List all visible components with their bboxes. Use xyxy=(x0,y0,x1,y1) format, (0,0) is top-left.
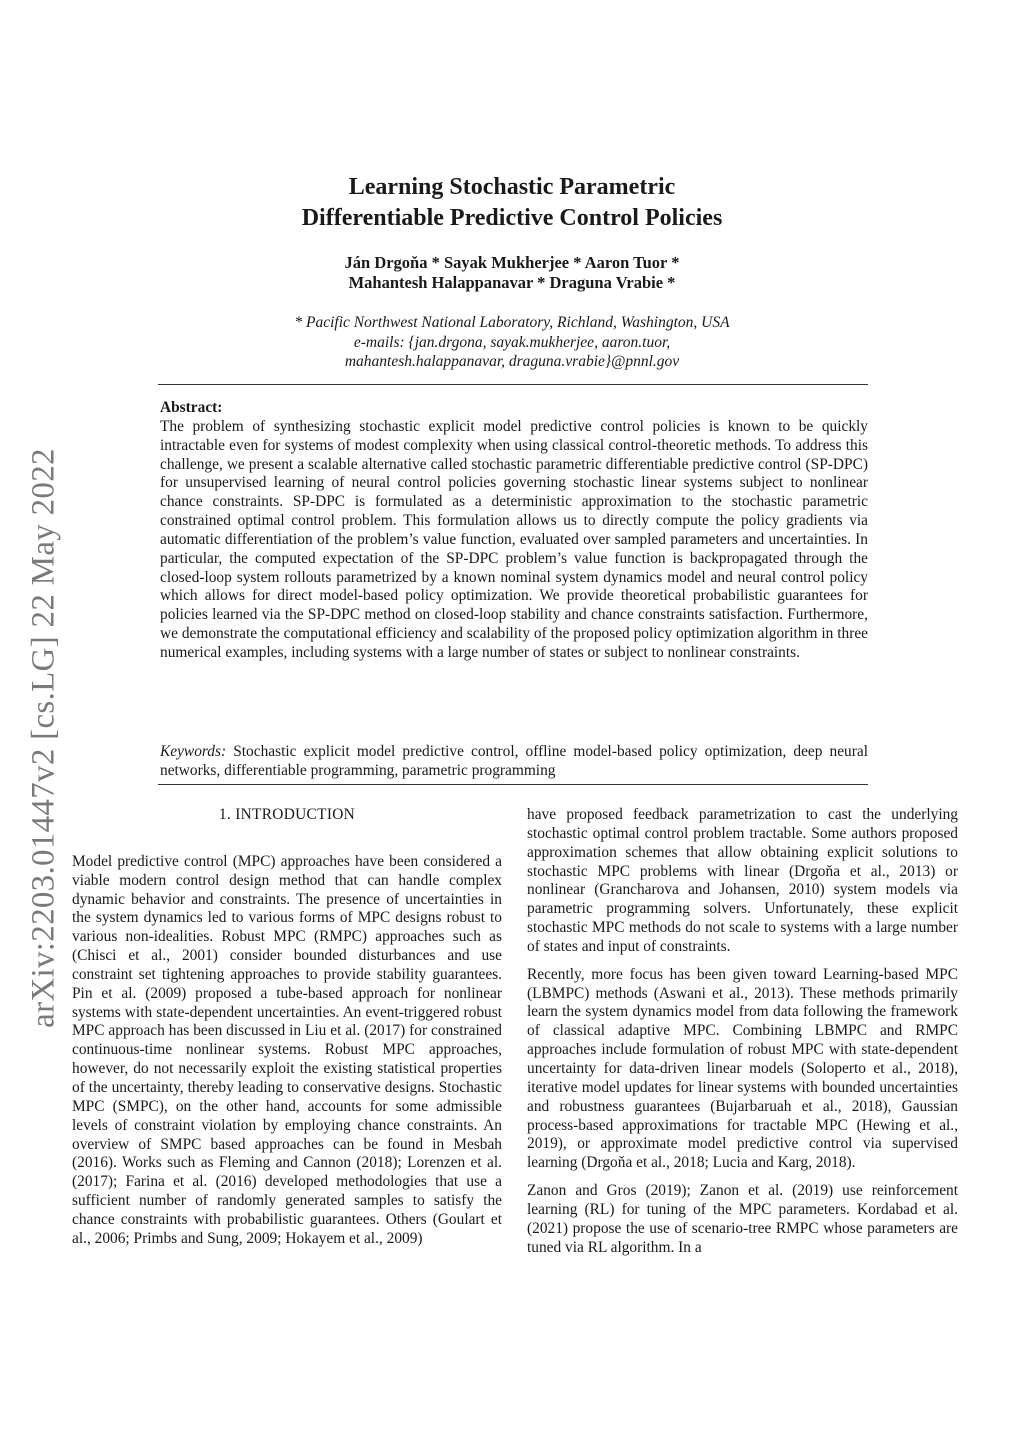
affiliation-block xyxy=(0,313,1024,372)
paragraph: Model predictive control (MPC) approaches have been considered a viable modern control design method that can handle complex dynamic behavior and constraints. The presence of uncertainties in the system dynamics led to various forms of MPC designs robust to various non-idealities. Robust MPC (RMPC) approaches such as (Chisci et al., 2001) consider bounded disturbances and use constraint set tightening approaches to provide stability guarantees. Pin et al. (2009) proposed a tube-based approach for nonlinear systems with state-dependent uncertainties. An event-triggered robust MPC approach has been discussed in Liu et al. (2017) for constrained continuous-time nonlinear systems. Robust MPC approaches, however, do not necessarily exploit the existing statistical properties of the uncertainty, thereby leading to conservative designs. Stochastic MPC (SMPC), on the other hand, accounts for some admissible levels of constraint violation by employing chance constraints. An overview of SMPC based approaches can be found in Mesbah (2016). Works such as Fleming and Cannon (2018); Lorenzen et al. (2017); Farina et al. (2016) developed methodologies that use a sufficient number of randomly generated samples to satisfy the chance constraints with probabilistic guarantees. Others (Goulart et al., 2006; Primbs and Sung, 2009; Hokayem et al., 2009) xyxy=(72,852,502,1247)
authors-line-2: Mahantesh Halappanavar * Draguna Vrabie * xyxy=(348,273,676,292)
abstract xyxy=(160,399,868,663)
keywords xyxy=(160,743,868,781)
paragraph: have proposed feedback parametrization to cast the underlying stochastic optimal control problem tractable. Some authors proposed approximation schemes that allow obtaining explicit solutions to stochastic MPC problems with linear (Drgoňa et al., 2013) or nonlinear (Grancharova and Johansen, 2010) system models via parametric programming solvers. Unfortunately, these explicit stochastic MPC methods do not scale to systems with a large number of states and input of constraints. xyxy=(527,806,958,955)
title-line-2: Differentiable Predictive Control Policies xyxy=(301,205,723,231)
paragraph: Recently, more focus has been given toward Learning-based MPC (LBMPC) methods (Aswani et al., 2013). These methods primarily learn the system dynamics model from data following the framework of classical adaptive MPC. Combining LBMPC and RMPC approaches include formulation of robust MPC with state-dependent uncertainty for data-driven linear models (Soloperto et al., 2018), iterative model updates for linear systems with bounded uncertainties and robustness guarantees (Bujarbaruah et al., 2018), Gaussian process-based approximations for tractable MPC (Hewing et al., 2019), or approximate model predictive control via supervised learning (Drgoňa et al., 2018; Lucia and Karg, 2018). xyxy=(527,965,958,1172)
author-list xyxy=(0,253,1024,293)
arxiv-identifier: arXiv:2203.01447v2 [cs.LG] 22 May 2022 xyxy=(25,448,62,1028)
paragraph: Zanon and Gros (2019); Zanon et al. (2019) use reinforcement learning (RL) for tuning of the MPC parameters. Kordabad et al. (2021) propose the use of scenario-tree RMPC whose parameters are tuned via RL algorithm. In a xyxy=(527,1182,958,1256)
left-column xyxy=(72,806,502,1258)
arxiv-sidebar xyxy=(12,438,76,1038)
right-column xyxy=(527,806,958,1266)
affiliation: * Pacific Northwest National Laboratory, Richland, Washington, USA xyxy=(294,314,730,331)
abstract-text: The problem of synthesizing stochastic explicit model predictive control policies is known to be quickly intractable even for systems of modest complexity when using classical control-theoretic methods. To address this challenge, we present a scalable alternative called stochastic parametric differentiable predictive control (SP-DPC) for unsupervised learning of neural control policies governing stochastic linear systems subject to nonlinear chance constraints. SP-DPC is formulated as a deterministic approximation to the stochastic parametric constrained optimal control problem. This formulation allows us to directly compute the policy gradients via automatic differentiation of the problem’s value function, evaluated over sampled parameters and uncertainties. In particular, the computed expectation of the SP-DPC problem’s value function is backpropagated through the closed-loop system rollouts parametrized by a known nominal system dynamics model and neural control policy which allows for direct model-based policy optimization. We provide theoretical probabilistic guarantees for policies learned via the SP-DPC method on closed-loop stability and chance constraints satisfaction. Furthermore, we demonstrate the computational efficiency and scalability of the proposed policy optimization algorithm in three numerical examples, including systems with a large number of states or subject to nonlinear constraints. xyxy=(160,417,868,661)
paper-title xyxy=(0,172,1024,234)
title-line-1: Learning Stochastic Parametric xyxy=(348,174,676,200)
section-heading-introduction: 1. INTRODUCTION xyxy=(218,806,356,823)
authors-line-1: Ján Drgoňa * Sayak Mukherjee * Aaron Tuor * xyxy=(344,253,680,272)
divider-bottom xyxy=(158,784,868,785)
keywords-label: Keywords: xyxy=(160,743,227,760)
divider-top xyxy=(158,384,868,385)
emails-line-2: mahantesh.halappanavar, draguna.vrabie}@pnnl.gov xyxy=(344,353,680,370)
keywords-text: Stochastic explicit model predictive control, offline model-based policy optimization, deep neural networks, differentiable programming, parametric programming xyxy=(160,743,868,779)
abstract-heading: Abstract: xyxy=(160,399,223,416)
emails-line-1: e-mails: {jan.drgona, sayak.mukherjee, aaron.tuor, xyxy=(353,333,671,351)
